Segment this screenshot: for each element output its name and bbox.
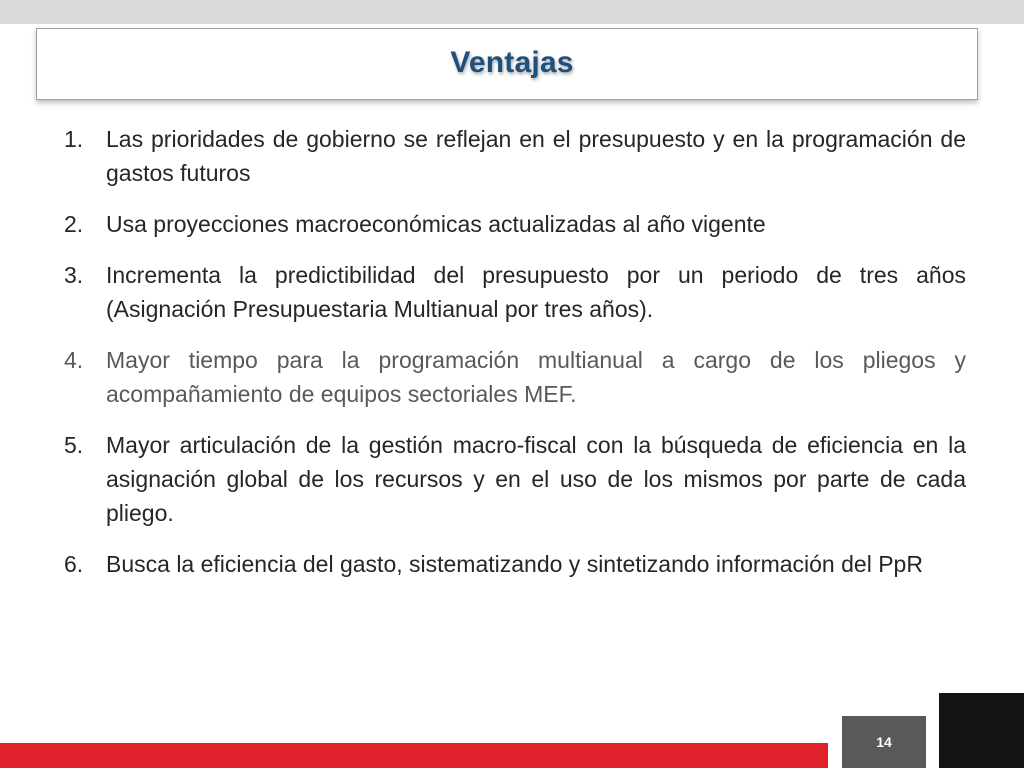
list-item-number: 1. (64, 126, 84, 152)
list-item-number: 6. (64, 551, 84, 577)
list-item (64, 207, 966, 241)
list-item-text: Mayor tiempo para la programación multianual a cargo de los pliegos y acompañamiento de equipos sectoriales MEF. (106, 347, 966, 407)
list-item (64, 258, 966, 326)
advantages-list (64, 122, 966, 598)
list-item-text: Mayor articulación de la gestión macro-fiscal con la búsqueda de eficiencia en la asignación global de los recursos y en el uso de los mismos por parte de cada pliego. (106, 432, 966, 526)
list-item-number: 2. (64, 211, 84, 237)
bottom-red-bar (0, 743, 828, 768)
list-item (64, 428, 966, 530)
list-item (64, 122, 966, 190)
page-number: 14 (842, 716, 926, 768)
list-item-number: 5. (64, 432, 84, 458)
list-item (64, 547, 966, 581)
list-item-text: Las prioridades de gobierno se reflejan en el presupuesto y en la programación de gastos futuros (106, 126, 966, 186)
list-item-number: 3. (64, 262, 84, 288)
list-item (64, 343, 966, 411)
list-item-text: Incrementa la predictibilidad del presupuesto por un periodo de tres años (Asignación Presupuestaria Multianual por tres años). (106, 262, 966, 322)
top-band (0, 0, 1024, 24)
list-item-text: Busca la eficiencia del gasto, sistematizando y sintetizando información del PpR (106, 551, 923, 577)
list-item-text: Usa proyecciones macroeconómicas actualizadas al año vigente (106, 211, 766, 237)
corner-block (939, 693, 1024, 768)
slide-title: Ventajas (450, 46, 574, 79)
list-item-number: 4. (64, 347, 84, 373)
